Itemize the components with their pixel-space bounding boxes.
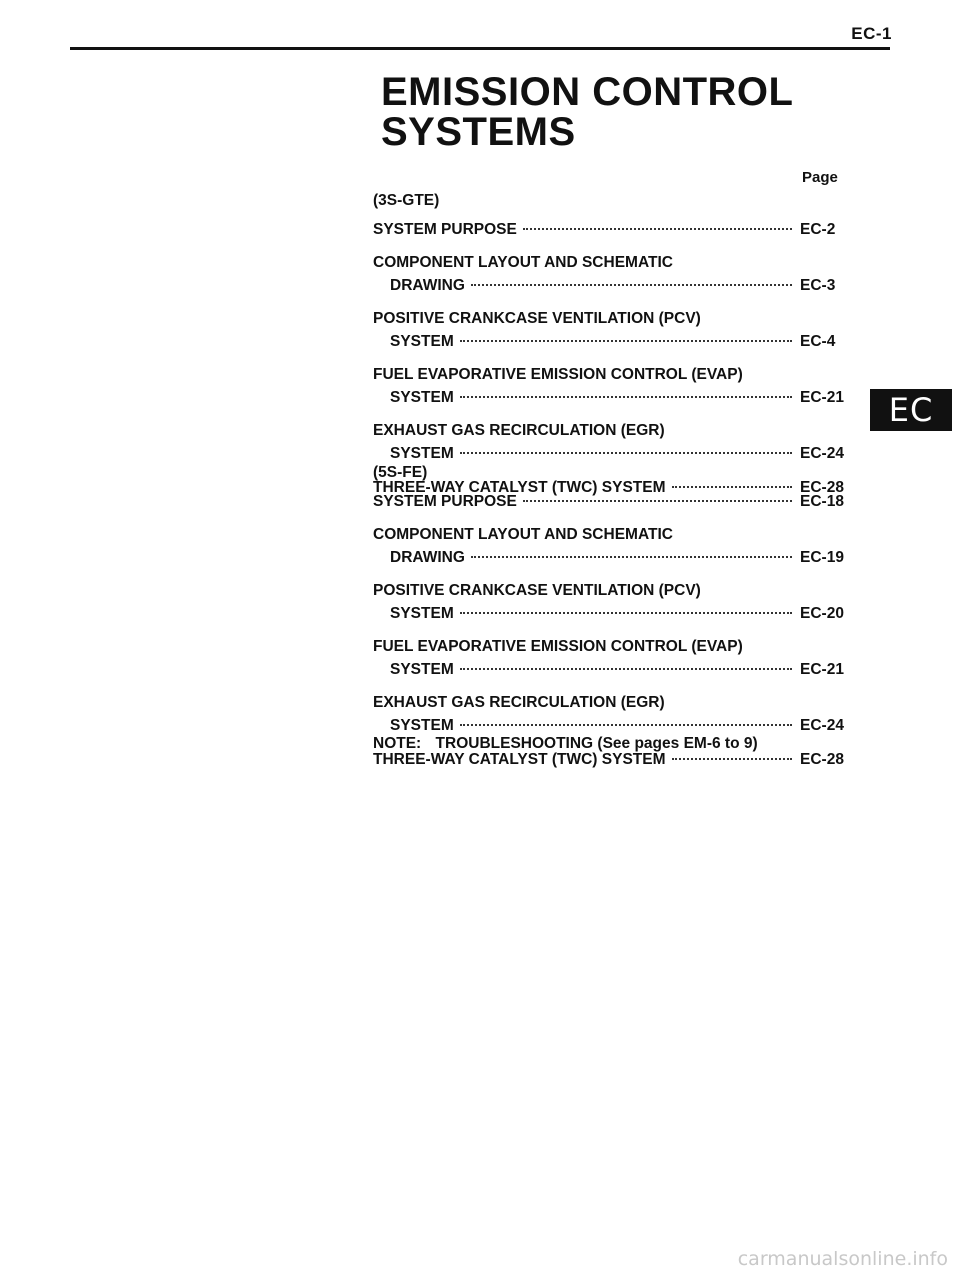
entry-title: POSITIVE CRANKCASE VENTILATION (PCV) [373,310,701,327]
dot-leader [460,340,792,342]
entry-title-continued: DRAWING [390,277,465,294]
toc-entry-evap-system[interactable] [373,636,848,682]
dot-leader [523,228,792,230]
toc-entry-component-layout[interactable] [373,524,848,570]
toc-entry-pcv-system[interactable] [373,580,848,626]
entry-title-continued: SYSTEM [390,333,454,350]
entry-title-continued: DRAWING [390,549,465,566]
entry-page-ref: EC-28 [800,751,844,768]
dot-leader [460,612,792,614]
entry-page-ref: EC-2 [800,221,836,238]
title-line-1: EMISSION CONTROL [381,70,794,114]
entry-title: FUEL EVAPORATIVE EMISSION CONTROL (EVAP) [373,638,743,655]
entry-title-continued: SYSTEM [390,605,454,622]
entry-title-continued: SYSTEM [390,717,454,734]
page-title [381,72,793,152]
title-line-2: SYSTEMS [381,110,576,154]
entry-title: SYSTEM PURPOSE [373,493,517,510]
entry-title: EXHAUST GAS RECIRCULATION (EGR) [373,694,665,711]
toc-entry-egr-system[interactable] [373,420,848,466]
entry-title: SYSTEM PURPOSE [373,221,517,238]
entry-page-ref: EC-24 [800,717,844,734]
entry-page-ref: EC-21 [800,389,844,406]
page-number: EC-1 [851,24,892,43]
entry-page-ref: EC-21 [800,661,844,678]
entry-title-continued: SYSTEM [390,389,454,406]
dot-leader [460,724,792,726]
dot-leader [672,758,792,760]
section-tab-ec[interactable]: EC [870,389,952,431]
entry-title: COMPONENT LAYOUT AND SCHEMATIC [373,526,673,543]
toc-entry-egr-system[interactable] [373,692,848,738]
dot-leader [523,500,792,502]
entry-title: THREE-WAY CATALYST (TWC) SYSTEM [373,751,666,768]
entry-title: EXHAUST GAS RECIRCULATION (EGR) [373,422,665,439]
entry-page-ref: EC-19 [800,549,844,566]
dot-leader [460,452,792,454]
dot-leader [471,284,792,286]
page-column-label: Page [802,169,838,186]
note-text: TROUBLESHOOTING (See pages EM-6 to 9) [435,735,758,752]
note-label: NOTE: [373,735,422,752]
section-label: (3S-GTE) [373,192,440,209]
entry-title: THREE-WAY CATALYST (TWC) SYSTEM [373,479,666,496]
entry-page-ref: EC-4 [800,333,836,350]
troubleshooting-note [373,735,758,753]
entry-title: FUEL EVAPORATIVE EMISSION CONTROL (EVAP) [373,366,743,383]
watermark: carmanualsonline.info [737,1248,948,1270]
entry-page-ref: EC-28 [800,479,844,496]
dot-leader [471,556,792,558]
entry-title: COMPONENT LAYOUT AND SCHEMATIC [373,254,673,271]
toc-entry-system-purpose[interactable] [373,218,848,242]
toc-section-5s-fe [373,462,848,782]
entry-title-continued: SYSTEM [390,661,454,678]
dot-leader [460,668,792,670]
entry-title: POSITIVE CRANKCASE VENTILATION (PCV) [373,582,701,599]
entry-page-ref: EC-3 [800,277,836,294]
entry-page-ref: EC-20 [800,605,844,622]
toc-entry-system-purpose[interactable] [373,490,848,514]
toc-entry-pcv-system[interactable] [373,308,848,354]
header-rule [70,47,890,50]
section-label: (5S-FE) [373,464,428,481]
toc-entry-component-layout[interactable] [373,252,848,298]
dot-leader [460,396,792,398]
toc-entry-evap-system[interactable] [373,364,848,410]
entry-page-ref: EC-24 [800,445,844,462]
entry-title-continued: SYSTEM [390,445,454,462]
entry-page-ref: EC-18 [800,493,844,510]
